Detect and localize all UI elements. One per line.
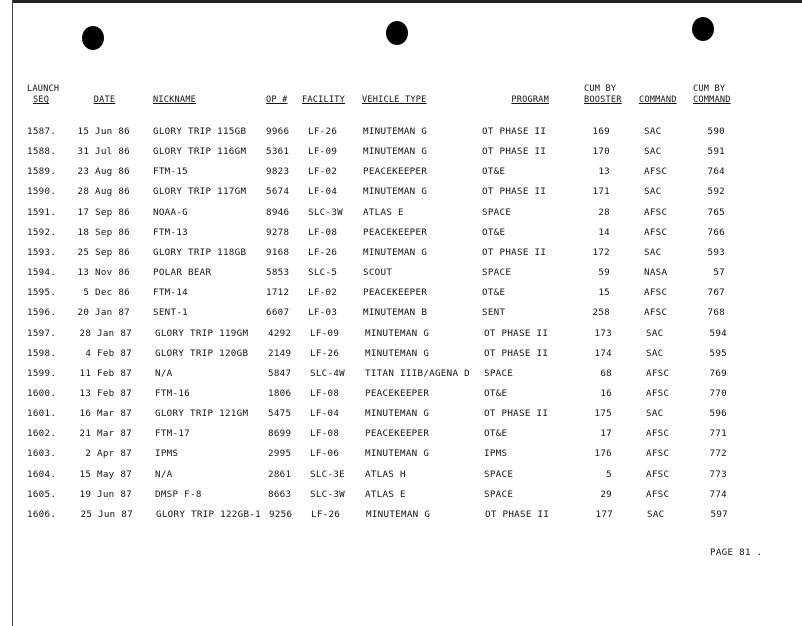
cell-date: 19 Jun 87 (79, 488, 132, 500)
cell-vehicle-type: MINUTEMAN G (365, 408, 430, 420)
cell-facility: SLC-4W (310, 367, 345, 379)
cell-date: 11 Feb 87 (79, 367, 132, 379)
cell-cum-command: 772 (709, 448, 727, 460)
table-row (0, 348, 802, 364)
header-launch-seq-line1: LAUNCH (27, 84, 60, 94)
table-row (0, 448, 802, 464)
cell-cum-booster: 16 (600, 387, 612, 399)
cell-nickname: FTM-14 (153, 287, 188, 299)
cell-date: 23 Aug 86 (77, 166, 130, 178)
cell-command: AFSC (646, 428, 670, 440)
cell-seq: 1595. (27, 287, 57, 299)
cell-date: 18 Sep 86 (77, 226, 130, 238)
cell-nickname: DMSP F-8 (155, 488, 202, 500)
cell-seq: 1594. (27, 267, 57, 279)
cell-vehicle-type: MINUTEMAN G (363, 186, 428, 198)
cell-cum-booster: 68 (600, 367, 612, 379)
cell-date: 17 Sep 86 (77, 206, 130, 218)
cell-command: AFSC (646, 488, 670, 500)
cell-op: 9823 (266, 166, 290, 178)
cell-command: AFSC (644, 307, 668, 319)
cell-seq: 1596. (27, 307, 57, 319)
cell-nickname: GLORY TRIP 120GB (155, 347, 249, 359)
page-top-edge (12, 0, 802, 3)
cell-command: SAC (646, 347, 664, 359)
cell-cum-booster: 17 (600, 428, 612, 440)
cell-cum-booster: 177 (595, 508, 613, 520)
cell-program: SPACE (484, 488, 514, 500)
cell-program: OT PHASE II (484, 327, 549, 339)
cell-facility: LF-04 (310, 408, 340, 420)
cell-command: SAC (644, 126, 662, 137)
cell-vehicle-type: PEACEKEEPER (365, 387, 430, 399)
cell-facility: SLC-3W (308, 206, 343, 218)
cell-op: 5853 (266, 267, 290, 279)
table-row (0, 509, 802, 525)
table-row (0, 388, 802, 404)
cell-op: 9966 (266, 126, 290, 137)
cell-cum-command: 764 (707, 166, 725, 178)
cell-op: 5847 (268, 367, 292, 379)
cell-vehicle-type: PEACEKEEPER (365, 428, 430, 440)
cell-vehicle-type: ATLAS H (365, 468, 406, 480)
cell-command: SAC (644, 186, 662, 198)
cell-cum-command: 57 (713, 267, 725, 279)
cell-nickname: GLORY TRIP 116GM (153, 146, 247, 158)
cell-program: OT&E (484, 387, 508, 399)
cell-vehicle-type: PEACEKEEPER (363, 166, 428, 178)
cell-facility: LF-08 (310, 387, 340, 399)
cell-cum-booster: 172 (592, 246, 610, 258)
header-launch-seq-line2: SEQ (33, 95, 50, 105)
cell-date: 16 Mar 87 (79, 408, 132, 420)
cell-seq: 1604. (27, 468, 57, 480)
cell-cum-booster: 13 (598, 166, 610, 178)
cell-date: 5 Dec 86 (83, 287, 130, 299)
cell-cum-command: 774 (709, 488, 727, 500)
cell-facility: LF-02 (308, 166, 338, 178)
cell-seq: 1591. (27, 206, 57, 218)
cell-op: 8946 (266, 206, 290, 218)
punch-hole-left (82, 26, 104, 50)
cell-cum-command: 770 (709, 387, 727, 399)
header-cum-command-line2: COMMAND (693, 95, 731, 105)
cell-seq: 1587. (27, 126, 57, 137)
cell-date: 28 Jan 87 (79, 327, 132, 339)
table-row (0, 227, 802, 243)
header-cum-command (693, 84, 731, 106)
cell-seq: 1589. (27, 166, 57, 178)
cell-command: AFSC (644, 226, 668, 238)
header-vehicle-type: VEHICLE TYPE (362, 95, 427, 105)
table-row (0, 368, 802, 384)
cell-op: 2861 (268, 468, 292, 480)
cell-vehicle-type: SCOUT (363, 267, 393, 279)
cell-nickname: SENT-1 (153, 307, 188, 319)
cell-cum-command: 590 (707, 126, 725, 137)
cell-command: NASA (644, 267, 668, 279)
cell-date: 4 Feb 87 (85, 347, 132, 359)
cell-facility: LF-26 (308, 126, 338, 137)
cell-facility: LF-09 (308, 146, 338, 158)
page-number: PAGE 81 . (710, 547, 763, 558)
cell-program: OT&E (482, 166, 506, 178)
cell-op: 6607 (266, 307, 290, 319)
cell-cum-command: 768 (707, 307, 725, 319)
cell-cum-booster: 15 (598, 287, 610, 299)
cell-cum-booster: 29 (600, 488, 612, 500)
cell-cum-booster: 170 (592, 146, 610, 158)
cell-vehicle-type: ATLAS E (363, 206, 404, 218)
cell-cum-command: 767 (707, 287, 725, 299)
cell-op: 8699 (268, 428, 292, 440)
cell-program: OT PHASE II (484, 347, 549, 359)
cell-nickname: NOAA-G (153, 206, 188, 218)
table-row (0, 126, 802, 142)
cell-op: 5475 (268, 408, 292, 420)
cell-date: 13 Nov 86 (77, 267, 130, 279)
cell-program: OT PHASE II (482, 186, 547, 198)
header-cum-booster (584, 84, 622, 106)
cell-vehicle-type: PEACEKEEPER (363, 287, 428, 299)
cell-facility: LF-26 (308, 246, 338, 258)
cell-cum-booster: 28 (598, 206, 610, 218)
cell-facility: LF-09 (310, 327, 340, 339)
cell-facility: LF-06 (310, 448, 340, 460)
cell-cum-command: 591 (707, 146, 725, 158)
cell-seq: 1590. (27, 186, 57, 198)
cell-seq: 1598. (27, 347, 57, 359)
cell-date: 31 Jul 86 (77, 146, 130, 158)
header-facility: FACILITY (302, 95, 345, 105)
cell-nickname: N/A (155, 367, 173, 379)
table-row (0, 186, 802, 202)
cell-command: AFSC (646, 387, 670, 399)
cell-vehicle-type: MINUTEMAN B (363, 307, 428, 319)
cell-seq: 1603. (27, 448, 57, 460)
cell-facility: LF-02 (308, 287, 338, 299)
cell-cum-booster: 174 (594, 347, 612, 359)
cell-vehicle-type: MINUTEMAN G (366, 508, 431, 520)
cell-seq: 1600. (27, 387, 57, 399)
cell-cum-command: 769 (709, 367, 727, 379)
cell-cum-command: 597 (710, 508, 728, 520)
cell-seq: 1588. (27, 146, 57, 158)
cell-seq: 1606. (27, 508, 57, 520)
cell-cum-booster: 176 (594, 448, 612, 460)
header-cum-command-line1: CUM BY (693, 84, 726, 94)
table-row (0, 328, 802, 344)
cell-program: SPACE (482, 267, 512, 279)
cell-op: 5361 (266, 146, 290, 158)
cell-op: 9256 (269, 508, 293, 520)
cell-cum-booster: 59 (598, 267, 610, 279)
cell-seq: 1599. (27, 367, 57, 379)
cell-nickname: FTM-16 (155, 387, 190, 399)
cell-cum-booster: 258 (592, 307, 610, 319)
cell-command: SAC (646, 408, 664, 420)
cell-program: OT&E (484, 428, 508, 440)
cell-vehicle-type: MINUTEMAN G (363, 146, 428, 158)
cell-vehicle-type: MINUTEMAN G (365, 347, 430, 359)
cell-program: OT PHASE II (485, 508, 550, 520)
cell-cum-booster: 175 (594, 408, 612, 420)
cell-program: SPACE (484, 367, 514, 379)
header-launch-seq (27, 84, 59, 106)
cell-op: 2149 (268, 347, 292, 359)
cell-cum-booster: 14 (598, 226, 610, 238)
cell-seq: 1601. (27, 408, 57, 420)
table-row (0, 166, 802, 182)
cell-command: SAC (647, 508, 665, 520)
header-cum-booster-line1: CUM BY (584, 84, 617, 94)
cell-cum-booster: 171 (592, 186, 610, 198)
cell-op: 9278 (266, 226, 290, 238)
header-op: OP # (266, 95, 288, 105)
cell-facility: LF-08 (310, 428, 340, 440)
cell-vehicle-type: MINUTEMAN G (365, 448, 430, 460)
cell-nickname: GLORY TRIP 122GB-1 (156, 508, 261, 520)
cell-date: 21 Mar 87 (79, 428, 132, 440)
header-command: COMMAND (639, 95, 677, 105)
table-row (0, 408, 802, 424)
cell-op: 4292 (268, 327, 292, 339)
cell-nickname: GLORY TRIP 118GB (153, 246, 247, 258)
cell-command: AFSC (646, 448, 670, 460)
cell-vehicle-type: TITAN IIIB/AGENA D (365, 367, 470, 379)
table-row (0, 428, 802, 444)
cell-op: 9168 (266, 246, 290, 258)
cell-date: 2 Apr 87 (85, 448, 132, 460)
cell-cum-command: 595 (709, 347, 727, 359)
cell-cum-command: 592 (707, 186, 725, 198)
table-row (0, 287, 802, 303)
cell-op: 1806 (268, 387, 292, 399)
cell-seq: 1605. (27, 488, 57, 500)
cell-cum-command: 593 (707, 246, 725, 258)
table-row (0, 307, 802, 323)
cell-program: OT PHASE II (484, 408, 549, 420)
cell-facility: SLC-5 (308, 267, 338, 279)
cell-facility: LF-26 (311, 508, 341, 520)
cell-seq: 1592. (27, 226, 57, 238)
cell-date: 13 Feb 87 (79, 387, 132, 399)
cell-facility: SLC-3E (310, 468, 345, 480)
cell-nickname: GLORY TRIP 121GM (155, 408, 249, 420)
cell-cum-booster: 169 (592, 126, 610, 137)
cell-date: 15 Jun 86 (77, 126, 130, 137)
punch-hole-center (386, 21, 408, 45)
cell-command: AFSC (644, 287, 668, 299)
cell-program: IPMS (484, 448, 508, 460)
cell-nickname: IPMS (155, 448, 179, 460)
cell-nickname: FTM-13 (153, 226, 188, 238)
cell-command: AFSC (646, 468, 670, 480)
cell-cum-booster: 5 (606, 468, 612, 480)
header-nickname: NICKNAME (153, 95, 196, 105)
cell-program: OT PHASE II (482, 126, 547, 137)
cell-date: 25 Jun 87 (80, 508, 133, 520)
cell-seq: 1602. (27, 428, 57, 440)
cell-seq: 1593. (27, 246, 57, 258)
cell-command: SAC (646, 327, 664, 339)
cell-date: 25 Sep 86 (77, 246, 130, 258)
cell-nickname: GLORY TRIP 119GM (155, 327, 249, 339)
cell-seq: 1597. (27, 327, 57, 339)
cell-command: AFSC (646, 367, 670, 379)
cell-facility: LF-04 (308, 186, 338, 198)
cell-op: 5674 (266, 186, 290, 198)
cell-program: OT PHASE II (482, 246, 547, 258)
cell-cum-command: 765 (707, 206, 725, 218)
cell-cum-command: 594 (709, 327, 727, 339)
cell-cum-booster: 173 (594, 327, 612, 339)
cell-vehicle-type: PEACEKEEPER (363, 226, 428, 238)
cell-program: OT PHASE II (482, 146, 547, 158)
cell-cum-command: 773 (709, 468, 727, 480)
cell-program: SPACE (484, 468, 514, 480)
cell-program: SPACE (482, 206, 512, 218)
cell-nickname: FTM-17 (155, 428, 190, 440)
cell-date: 15 May 87 (79, 468, 132, 480)
header-program: PROGRAM (511, 95, 549, 105)
cell-vehicle-type: MINUTEMAN G (365, 327, 430, 339)
table-row (0, 489, 802, 505)
table-row (0, 267, 802, 283)
cell-date: 20 Jan 87 (77, 307, 130, 319)
cell-facility: LF-08 (308, 226, 338, 238)
cell-date: 28 Aug 86 (77, 186, 130, 198)
punch-hole-right (692, 17, 714, 41)
cell-op: 2995 (268, 448, 292, 460)
cell-nickname: N/A (155, 468, 173, 480)
header-date: DATE (93, 95, 116, 105)
cell-nickname: GLORY TRIP 115GB (153, 126, 247, 137)
table-row (0, 247, 802, 263)
cell-cum-command: 771 (709, 428, 727, 440)
cell-command: AFSC (644, 166, 668, 178)
cell-op: 8663 (268, 488, 292, 500)
table-row (0, 469, 802, 485)
cell-cum-command: 766 (707, 226, 725, 238)
cell-program: OT&E (482, 287, 506, 299)
cell-program: OT&E (482, 226, 506, 238)
cell-op: 1712 (266, 287, 290, 299)
table-row (0, 207, 802, 223)
cell-facility: LF-03 (308, 307, 338, 319)
cell-nickname: POLAR BEAR (153, 267, 212, 279)
cell-program: SENT (482, 307, 506, 319)
cell-vehicle-type: MINUTEMAN G (363, 126, 428, 137)
cell-facility: SLC-3W (310, 488, 345, 500)
cell-cum-command: 596 (709, 408, 727, 420)
header-cum-booster-line2: BOOSTER (584, 95, 622, 105)
cell-command: SAC (644, 246, 662, 258)
cell-vehicle-type: MINUTEMAN G (363, 246, 428, 258)
cell-facility: LF-26 (310, 347, 340, 359)
cell-command: AFSC (644, 206, 668, 218)
table-row (0, 146, 802, 162)
cell-vehicle-type: ATLAS E (365, 488, 406, 500)
cell-nickname: GLORY TRIP 117GM (153, 186, 247, 198)
cell-command: SAC (644, 146, 662, 158)
cell-nickname: FTM-15 (153, 166, 188, 178)
